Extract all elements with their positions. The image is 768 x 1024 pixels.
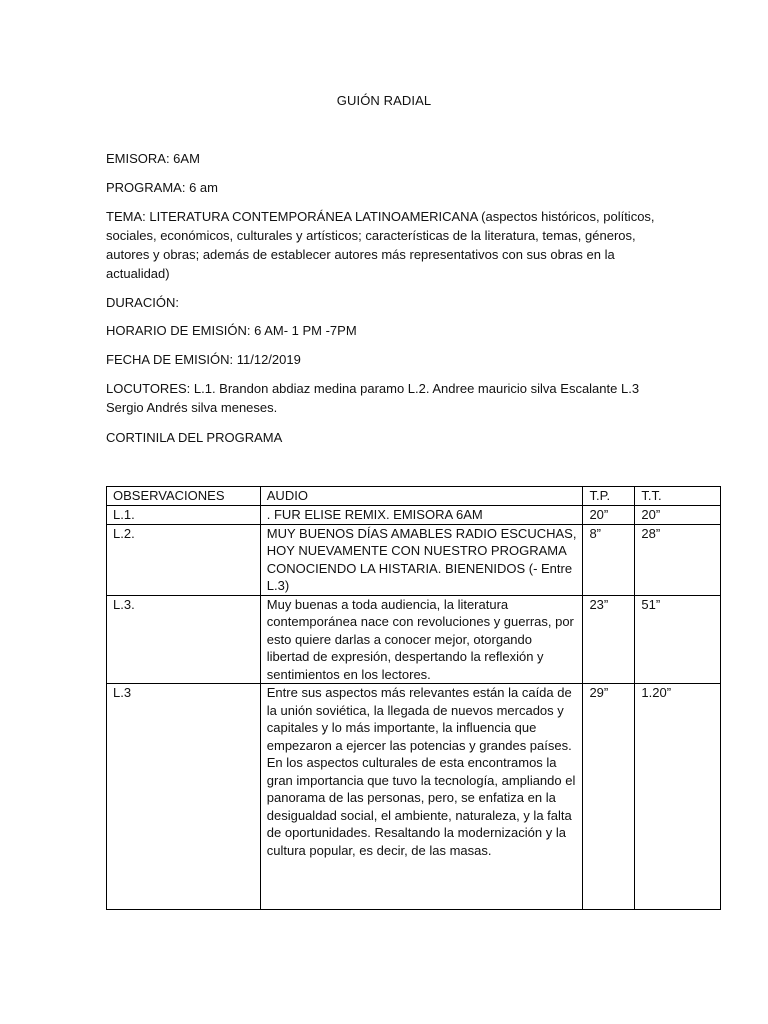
fecha-line: FECHA DE EMISIÓN: 11/12/2019 xyxy=(106,352,301,367)
table-row xyxy=(107,684,721,910)
cortinilla-line: CORTINILA DEL PROGRAMA xyxy=(106,430,283,445)
cell-observaciones: L.2. xyxy=(107,524,261,595)
table-row xyxy=(107,524,721,595)
emisora-line: EMISORA: 6AM xyxy=(106,151,200,166)
table-header-row xyxy=(107,487,721,506)
cell-audio: Entre sus aspectos más relevantes están la caída de la unión soviética, la llegada de nuevos mercados y capitales y lo más importante, la influencia que empezaron a ejercer las potencias y grandes países. En los aspectos culturales de esta encontramos la gran importancia que tuvo la tecnología, ampliando el panorama de las personas, pero, se enfatiza en la desigualdad social, el ambiente, naturaleza, y la falta de oportunidades. Resaltando la modernización y la cultura popular, es decir, de las masas. xyxy=(260,684,583,910)
document-title: GUIÓN RADIAL xyxy=(336,93,432,108)
header-observaciones: OBSERVACIONES xyxy=(107,487,261,506)
cell-tt: 28” xyxy=(635,524,721,595)
duracion-line: DURACIÓN: xyxy=(106,295,179,310)
cell-audio: MUY BUENOS DÍAS AMABLES RADIO ESCUCHAS, HOY NUEVAMENTE CON NUESTRO PROGRAMA CONOCIENDO LA HISTARIA. BIENENIDOS (- Entre L.3) xyxy=(260,524,583,595)
cell-tp: 20” xyxy=(583,506,635,525)
table-row xyxy=(107,595,721,684)
locutores-paragraph: LOCUTORES: L.1. Brandon abdiaz medina paramo L.2. Andree mauricio silva Escalante L.3 Sergio Andrés silva meneses. xyxy=(106,381,640,415)
cell-observaciones: L.3 xyxy=(107,684,261,910)
header-tt: T.T. xyxy=(635,487,721,506)
cell-tt: 1.20” xyxy=(635,684,721,910)
horario-line: HORARIO DE EMISIÓN: 6 AM- 1 PM -7PM xyxy=(106,323,357,338)
tema-paragraph: TEMA: LITERATURA CONTEMPORÁNEA LATINOAMERICANA (aspectos históricos, políticos, sociales, económicos, culturales y artísticos; características de la literatura, temas, géneros, autores y obras; además de establecer autores más representativos con sus obras en la actualidad) xyxy=(106,209,655,281)
script-table xyxy=(106,486,721,910)
header-audio: AUDIO xyxy=(260,487,583,506)
table-row xyxy=(107,506,721,525)
cell-tp: 8” xyxy=(583,524,635,595)
cell-audio: Muy buenas a toda audiencia, la literatura contemporánea nace con revoluciones y guerras, por esto quiere darlas a conocer mejor, otorgando libertad de expresión, despertando la reflexión y sentimientos en los lectores. xyxy=(260,595,583,684)
cell-tp: 29” xyxy=(583,684,635,910)
header-tp: T.P. xyxy=(583,487,635,506)
cell-observaciones: L.3. xyxy=(107,595,261,684)
cell-tt: 51” xyxy=(635,595,721,684)
cell-observaciones: L.1. xyxy=(107,506,261,525)
cell-audio: . FUR ELISE REMIX. EMISORA 6AM xyxy=(260,506,583,525)
cell-tp: 23” xyxy=(583,595,635,684)
programa-line: PROGRAMA: 6 am xyxy=(106,180,218,195)
cell-tt: 20” xyxy=(635,506,721,525)
